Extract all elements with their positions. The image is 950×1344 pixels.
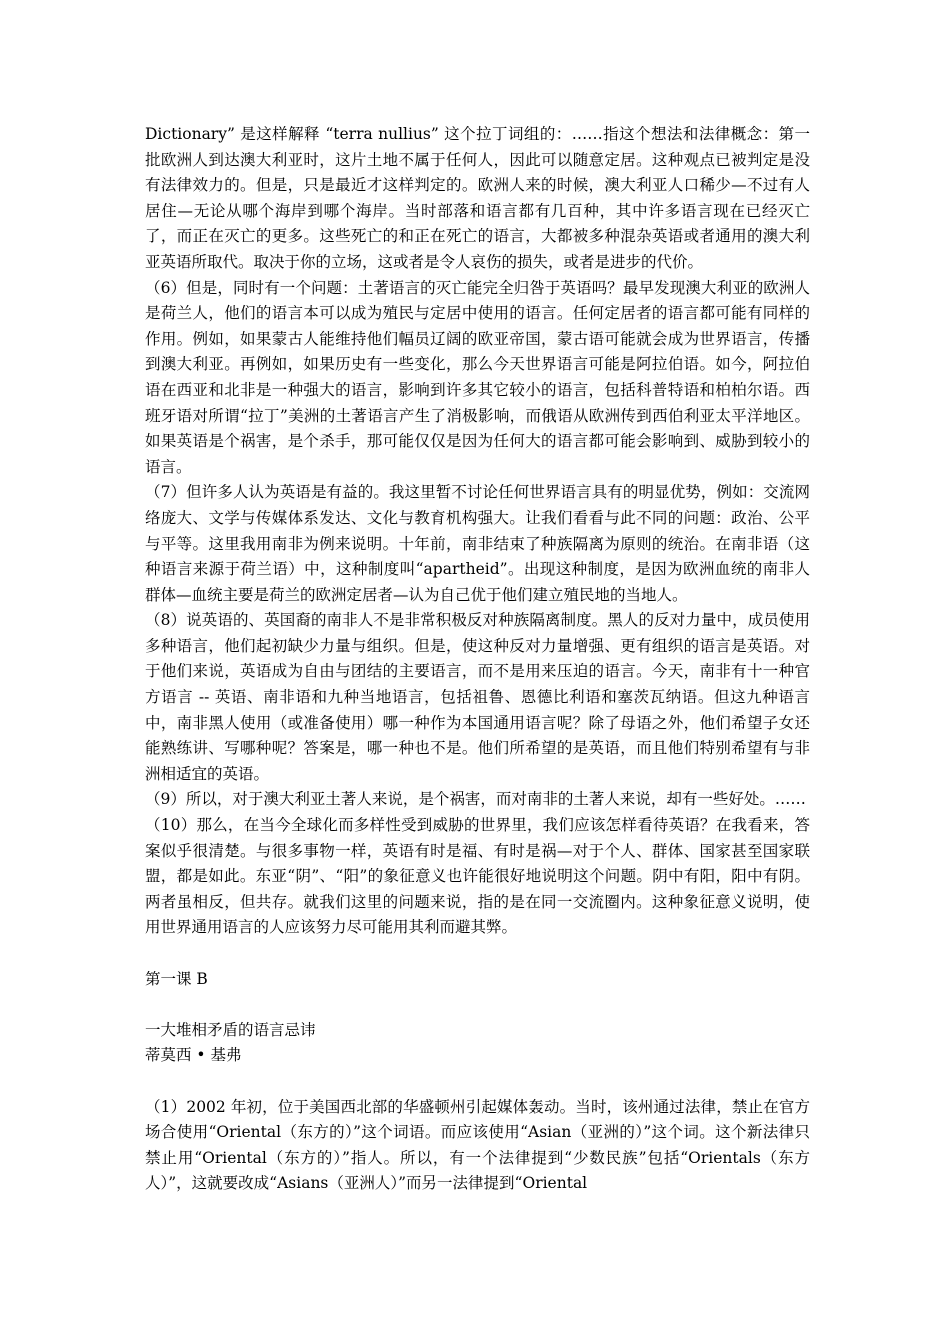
spacer [145, 941, 810, 967]
lesson-author: 蒂莫西 • 基弗 [145, 1046, 242, 1065]
paragraph-8: （8）说英语的、英国裔的南非人不是非常积极反对种族隔离制度。黑人的反对力量中，成员使用多种语言，他们起初缺少力量与组织。但是，使这种反对力量增强、更有组织的语言是英语。对于他们来说，英语成为自由与团结的主要语言，而不是用来压迫的语言。今天，南非有十一种官方语言 -- 英语、南非语和九种当地语言，包括祖鲁、恩德比利语和塞茨瓦纳语。但这九种语言中，南非黑人使用（或准备使用）哪一种作为本国通用语言呢？除了母语之外，他们希望子女还能熟练讲、写哪种呢？答案是，哪一种也不是。他们所希望的是英语，而且他们特别希望有与非洲相适宜的英语。 [145, 611, 810, 783]
paragraph-6: （6）但是，同时有一个问题：土著语言的灭亡能完全归咎于英语吗？最早发现澳大利亚的欧洲人是荷兰人，他们的语言本可以成为殖民与定居中使用的语言。任何定居者的语言都可能有同样的作用。例如，如果蒙古人能维持他们幅员辽阔的欧亚帝国，蒙古语可能就会成为世界语言，传播到澳大利亚。再例如，如果历史有一些变化，那么今天世界语言可能是阿拉伯语。如今，阿拉伯语在西亚和北非是一种强大的语言，影响到许多其它较小的语言，包括科普特语和柏柏尔语。西班牙语对所谓“拉丁”美洲的土著语言产生了消极影响，而俄语从欧洲传到西伯利亚太平洋地区。如果英语是个祸害，是个杀手，那可能仅仅是因为任何大的语言都可能会影响到、威胁到较小的语言。 [145, 278, 810, 476]
paragraph-10: （10）那么，在当今全球化而多样性受到威胁的世界里，我们应该怎样看待英语？在我看来，答案似乎很清楚。与很多事物一样，英语有时是福、有时是祸—对于个人、群体、国家甚至国家联盟，都是如此。东亚“阴”、“阳”的象征意义也许能很好地说明这个问题。阴中有阳，阳中有阴。两者虽相反，但共存。就我们这里的问题来说，指的是在同一交流圈内。这种象征意义说明，使用世界通用语言的人应该努力尽可能用其利而避其弊。 [145, 816, 810, 937]
spacer [145, 1069, 810, 1095]
paragraph-b-1: （1）2002 年初，位于美国西北部的华盛顿州引起媒体轰动。当时，该州通过法律，禁止在官方场合使用“Oriental（东方的）”这个词语。而应该使用“Asian（亚洲的）”这个词。这个新法律只禁止用“Oriental（东方的）”指人。所以，有一个法律提到“少数民族”包括“Orientals（东方人）”，这就要改成“Asians（亚洲人）”而另一法律提到“Oriental [145, 1097, 810, 1193]
paragraph-7: （7）但许多人认为英语是有益的。我这里暂不讨论任何世界语言具有的明显优势，例如：交流网络庞大、文学与传媒体系发达、文化与教育机构强大。让我们看看与此不同的问题：政治、公平与平等。这里我用南非为例来说明。十年前，南非结束了种族隔离为原则的统治。在南非语（这种语言来源于荷兰语）中，这种制度叫“apartheid”。出现这种制度，是因为欧洲血统的南非人群体—血统主要是荷兰的欧洲定居者—认为自己优于他们建立殖民地的当地人。 [145, 483, 810, 604]
lesson-heading: 第一课 B [145, 969, 208, 988]
lesson-title: 一大堆相矛盾的语言忌讳 [145, 1020, 316, 1039]
paragraph-9: （9）所以，对于澳大利亚土著人来说，是个祸害，而对南非的土著人来说，却有一些好处。…… [145, 790, 806, 809]
paragraph-terra-nullius: Dictionary” 是这样解释 “terra nullius” 这个拉丁词组的：……指这个想法和法律概念：第一批欧洲人到达澳大利亚时，这片土地不属于任何人，因此可以随意定居。这种观点已被判定是没有法律效力的。但是，只是最近才这样判定的。欧洲人来的时候，澳大利亚人口稀少—不过有人居住—无论从哪个海岸到哪个海岸。当时部落和语言都有几百种，其中许多语言现在已经灭亡了，而正在灭亡的更多。这些死亡的和正在死亡的语言，大都被多种混杂英语或者通用的澳大利亚英语所取代。取决于你的立场，这或者是令人哀伤的损失，或者是进步的代价。 [145, 125, 810, 271]
spacer [145, 992, 810, 1018]
document-body [145, 122, 810, 1197]
